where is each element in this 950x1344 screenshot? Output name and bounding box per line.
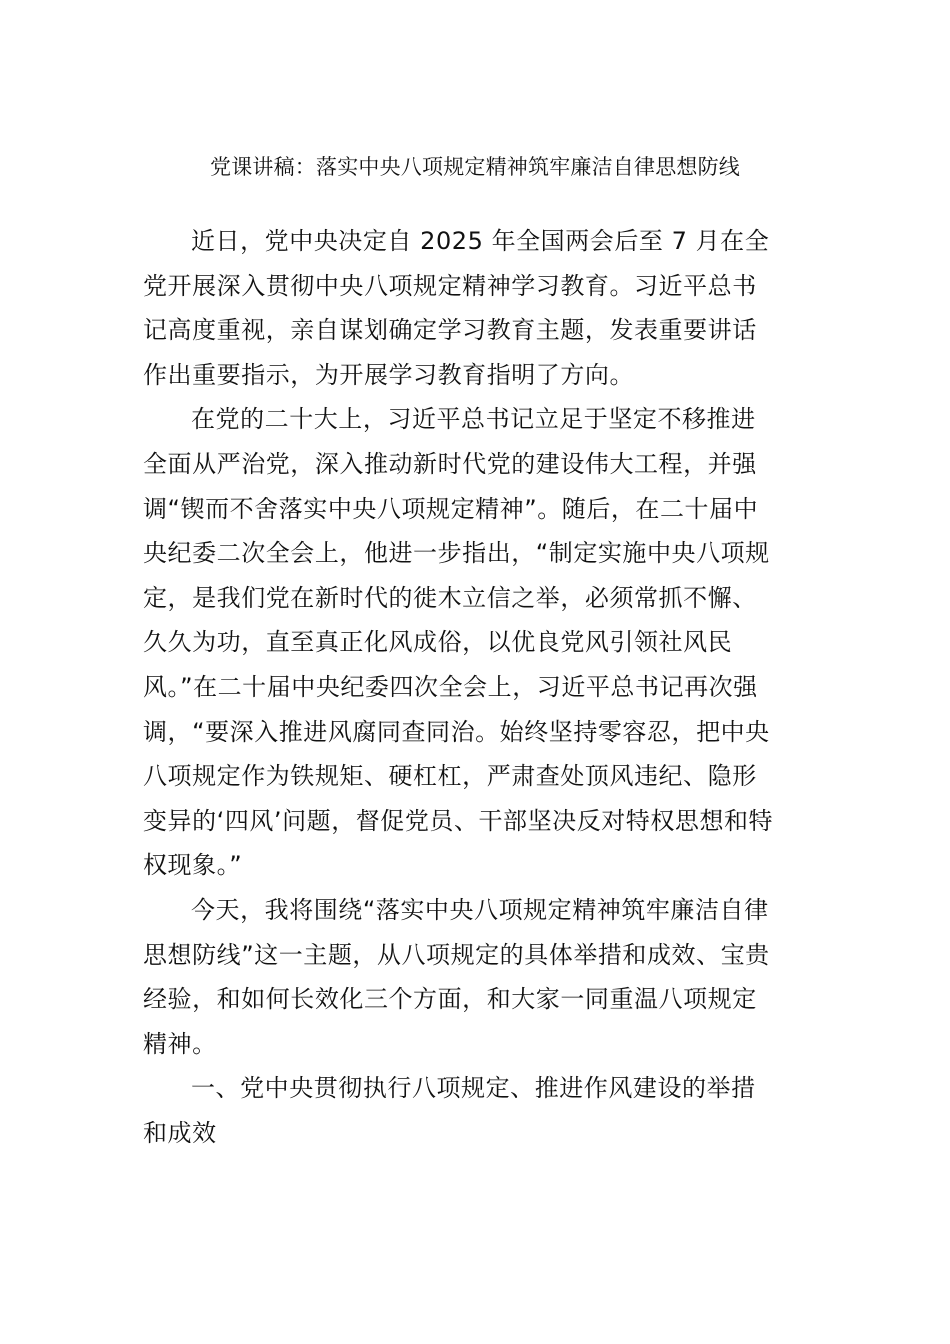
paragraph-line: 全面从严治党，深入推动新时代党的建设伟大工程，并强 [143,449,757,478]
paragraph-line: 作出重要指示，为开展学习教育指明了方向。 [143,360,634,389]
section-heading-1 [143,1066,807,1155]
paragraph-line: 变异的‘四风’问题，督促党员、干部坚决反对特权思想和特 [143,806,774,835]
paragraph-line: 风。”在二十届中央纪委四次全会上，习近平总书记再次强 [143,672,758,701]
paragraph-line: 权现象。” [143,851,243,880]
paragraph-2 [143,397,807,888]
paragraph-line: 经验，和如何长效化三个方面，和大家一同重温八项规定 [143,985,757,1014]
heading-line: 一、党中央贯彻执行八项规定、推进作风建设的举措 [191,1074,756,1103]
document-body [143,219,807,1155]
paragraph-line: 定，是我们党在新时代的徙木立信之举，必须常抓不懈、 [143,583,757,612]
paragraph-line: 今天，我将围绕“落实中央八项规定精神筑牢廉洁自律 [191,895,769,924]
heading-line: 和成效 [143,1118,217,1147]
paragraph-line: 调，“要深入推进风腐同查同治。始终坚持零容忍，把中央 [143,717,770,746]
paragraph-line: 央纪委二次全会上，他进一步指出，“制定实施中央八项规 [143,539,770,568]
paragraph-line: 八项规定作为铁规矩、硬杠杠，严肃查处顶风违纪、隐形 [143,762,757,791]
document-title: 党课讲稿：落实中央八项规定精神筑牢廉洁自律思想防线 [210,155,740,179]
paragraph-line: 记高度重视，亲自谋划确定学习教育主题，发表重要讲话 [143,316,757,345]
paragraph-line: 近日，党中央决定自 2025 年全国两会后至 7 月在全 [191,227,770,255]
paragraph-line: 在党的二十大上，习近平总书记立足于坚定不移推进 [191,405,756,434]
paragraph-3 [143,888,807,1066]
paragraph-line: 思想防线”这一主题，从八项规定的具体举措和成效、宝贵 [143,940,770,969]
paragraph-1 [143,219,807,397]
paragraph-line: 调“锲而不舍落实中央八项规定精神”。随后，在二十届中 [143,494,759,523]
paragraph-line: 党开展深入贯彻中央八项规定精神学习教育。习近平总书 [143,271,757,300]
paragraph-line: 精神。 [143,1029,217,1058]
paragraph-line: 久久为功，直至真正化风成俗，以优良党风引领社风民 [143,628,733,657]
